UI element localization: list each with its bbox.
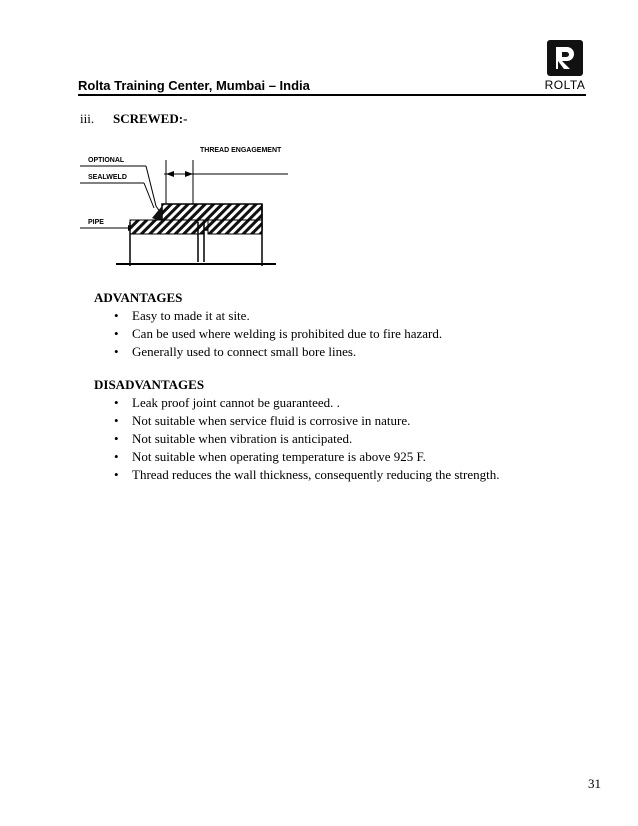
pipe-thread-right [208, 220, 262, 234]
advantages-list [94, 307, 442, 361]
advantages-block [94, 289, 442, 361]
label-optional: OPTIONAL [88, 157, 125, 164]
disadvantages-list [94, 394, 500, 484]
disadvantages-heading: DISADVANTAGES [94, 377, 205, 392]
list-item: • Not suitable when operating temperature is above 925 F. [94, 448, 500, 466]
rolta-logo [543, 40, 587, 92]
label-pipe: PIPE [88, 219, 104, 226]
list-item: • Generally used to connect small bore lines. [94, 343, 442, 361]
section-title: SCREWED:- [113, 111, 188, 126]
list-item: • Not suitable when vibration is anticipated. [94, 430, 500, 448]
list-item: • Easy to made it at site. [94, 307, 442, 325]
leader-sealweld [144, 183, 154, 208]
label-thread-engagement: THREAD ENGAGEMENT [200, 147, 282, 154]
advantages-heading: ADVANTAGES [94, 290, 183, 305]
page-header-title: Rolta Training Center, Mumbai – India [78, 78, 310, 93]
page-number: 31 [588, 776, 601, 791]
logo-r-glyph [547, 40, 583, 76]
disadvantages-block [94, 376, 500, 484]
dim-arrow-right [185, 171, 193, 177]
list-item: • Not suitable when service fluid is corrosive in nature. [94, 412, 500, 430]
logo-text: ROLTA [544, 78, 586, 92]
diagram-svg [76, 136, 289, 274]
list-item: • Can be used where welding is prohibited due to fire hazard. [94, 325, 442, 343]
logo-mark [547, 40, 583, 76]
list-item: • Thread reduces the wall thickness, consequently reducing the strength. [94, 466, 500, 484]
label-sealweld: SEALWELD [88, 174, 127, 181]
screwed-joint-diagram [76, 136, 289, 274]
section-number: iii. [80, 111, 95, 126]
header-rule [78, 94, 586, 96]
list-item: • Leak proof joint cannot be guaranteed. . [94, 394, 500, 412]
pipe-thread [130, 220, 204, 234]
dim-arrow-left [166, 171, 174, 177]
